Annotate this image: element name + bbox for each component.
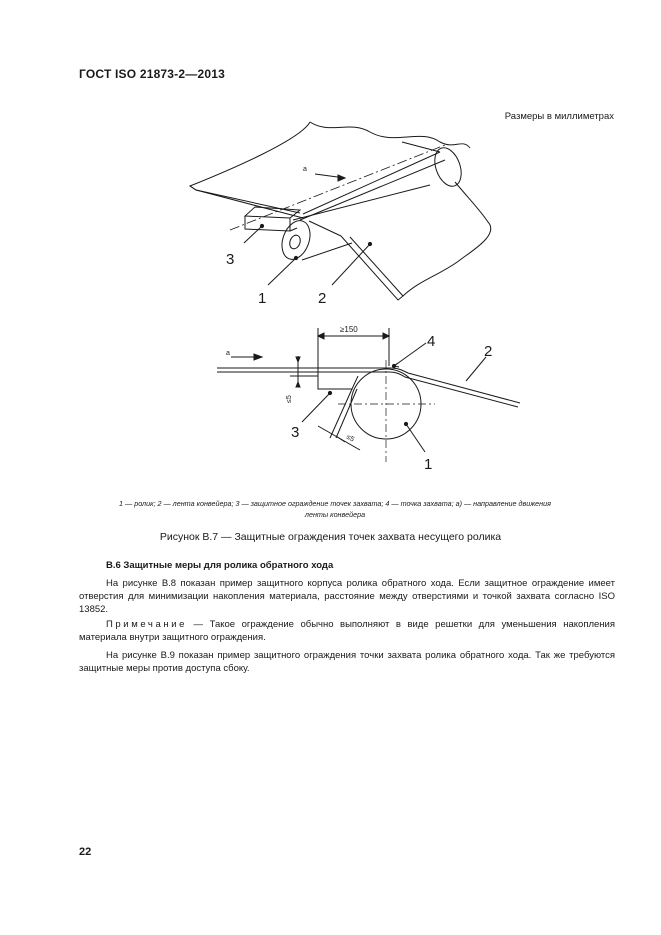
legend-line-2: ленты конвейера [304,510,366,519]
side-label-4: 4 [427,333,436,350]
paragraph-3: На рисунке В.9 показан пример защитного ограждения точки захвата ролика обратного хода. Так же требуются защитные меры против доступа сбоку. [79,650,615,674]
top-label-1: 1 [258,290,267,307]
side-label-3: 3 [291,424,300,441]
side-label-1: 1 [424,456,433,473]
paragraph-1: На рисунке В.8 показан пример защитного корпуса ролика обратного хода. Если защитное ограждение имеет отверстия для минимизации накопления материала, расстояние между отверстиями и точкой захвата согласно ISO 13852. [79,578,615,615]
side-label-2: 2 [484,343,493,360]
top-arrow-a-label: а [303,166,307,173]
legend-line-1: 1 — ролик; 2 — лента конвейера; 3 — защитное ограждение точек захвата; 4 — точка захвата; а) — направление движения [119,499,551,508]
units-note: Размеры в миллиметрах [504,111,614,122]
belt-incoming-surface [190,122,310,213]
page-number: 22 [79,846,92,858]
figure-legend [90,498,580,520]
note-label: Примечание [106,619,187,630]
guard-box [245,207,300,218]
belt-cut-edge [310,122,470,148]
top-label-3: 3 [226,251,235,268]
side-guard [318,376,358,389]
side-dim-top: ≥150 [340,325,358,334]
note-paragraph [79,618,615,644]
top-label-2: 2 [318,290,327,307]
roller-top-band [303,152,440,214]
belt-outgoing [341,236,403,300]
side-arrow-a-label: а [226,350,230,357]
roller-shaft [288,234,302,251]
note-text: — Такое ограждение обычно выполняют в виде решетки для уменьшения накопления материала внутри защитного ограждения. [79,619,615,643]
belt-right-edge [403,182,491,296]
standard-header: ГОСТ ISO 21873-2—2013 [79,67,225,81]
side-belt-outgoing [390,368,520,403]
figure-caption: Рисунок В.7 — Защитные ограждения точек захвата несущего ролика [159,531,502,543]
section-heading: В.6 Защитные меры для ролика обратного хода [106,560,334,571]
side-dim-left: ≤5 [286,395,293,403]
side-dim-bottom: ≤5 [345,433,356,444]
